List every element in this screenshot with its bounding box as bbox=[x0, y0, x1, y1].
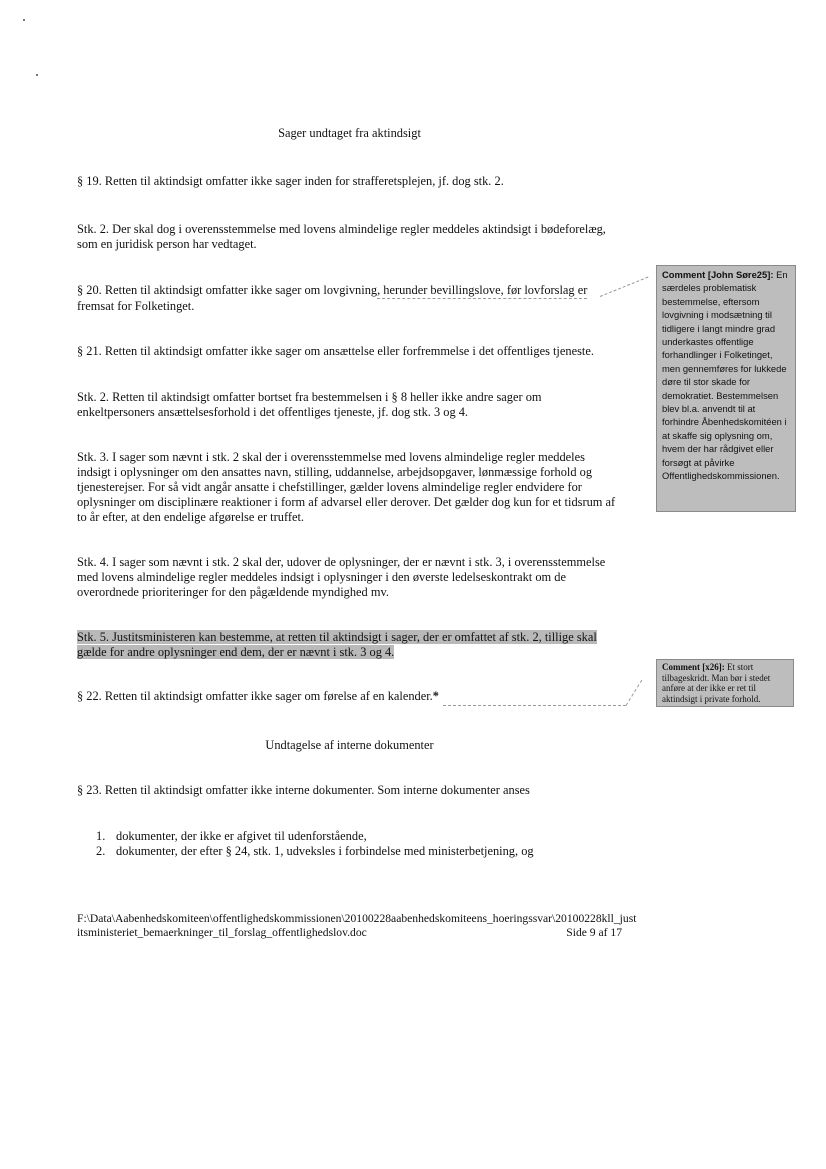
footer-line bbox=[77, 926, 622, 940]
text-line: som en juridisk person har vedtaget. bbox=[77, 237, 257, 251]
comment-leader-line bbox=[626, 680, 643, 706]
paragraph-23: § 23. Retten til aktindsigt omfatter ikke interne dokumenter. Som interne dokumenter anses bbox=[77, 783, 530, 797]
comment-label: Comment [John Søre25]: bbox=[662, 269, 774, 280]
text-line bbox=[77, 283, 622, 299]
paragraph-21: § 21. Retten til aktindsigt omfatter ikke sager om ansættelse eller forfremmelse i det offentliges tjeneste. bbox=[77, 344, 594, 358]
list-number: 1. bbox=[96, 829, 106, 843]
list-text: dokumenter, der ikke er afgivet til udenforstående, bbox=[116, 829, 367, 843]
comment-label: Comment [x26]: bbox=[662, 662, 725, 672]
list-text: dokumenter, der efter § 24, stk. 1, udveksles i forbindelse med ministerbetjening, og bbox=[116, 844, 534, 858]
footer-path: itsministeriet_bemaerkninger_til_forslag_offentlighedslov.doc bbox=[77, 926, 367, 939]
text-line: indsigt i oplysninger om den ansattes navn, stilling, uddannelse, arbejdsopgaver, lønmæssige forhold og bbox=[77, 465, 593, 479]
highlighted-text: Stk. 5. Justitsministeren kan bestemme, at retten til aktindsigt i sager, der er omfattet af stk. 2, tillige skal bbox=[77, 630, 597, 644]
paragraph-21-stk4 bbox=[77, 555, 622, 600]
paragraph-19: § 19. Retten til aktindsigt omfatter ikke sager inden for strafferetsplejen, jf. dog stk. 2. bbox=[77, 174, 504, 188]
text-line: Stk. 2. Der skal dog i overensstemmelse med lovens almindelige regler meddeles aktindsigt i bødeforelæg, bbox=[77, 222, 606, 236]
text-line: Stk. 3. I sager som nævnt i stk. 2 skal der i overensstemmelse med lovens almindelige regler meddeles bbox=[77, 450, 585, 464]
commented-text[interactable]: , herunder bevillingslove, før lovforslag er bbox=[377, 283, 588, 297]
text-segment: § 20. Retten til aktindsigt omfatter ikke sager om lovgivning bbox=[77, 283, 378, 297]
text-segment: § 22. Retten til aktindsigt omfatter ikke sager om førelse af en kalender. bbox=[77, 689, 433, 703]
paragraph-22 bbox=[77, 689, 622, 704]
list-number: 2. bbox=[96, 844, 106, 858]
comment-text: En særdeles problematisk bestemmelse, eftersom lovgivning i modsætning til tidligere i langt mindre grad underkastes offentlige forhandlinger i Folketinget, men gennemføres for lukkede døre til stor skade for demokratiet. Bestemmelsen blev bl.a. anvendt til at forhindre Åbenhedskomitéen i at skaffe sig oplysning om, hvem der har rådgivet eller forsøgt at påvirke Offentlighedskommissionen. bbox=[662, 269, 788, 482]
text-line: to år efter, at den endelige afgørelse er truffet. bbox=[77, 510, 305, 524]
paragraph-20 bbox=[77, 283, 622, 314]
paragraph-21-stk2 bbox=[77, 390, 622, 420]
scan-speck bbox=[36, 74, 38, 76]
scan-speck bbox=[23, 19, 25, 21]
page-number: Side 9 af 17 bbox=[566, 926, 622, 939]
section-title: Sager undtaget fra aktindsigt bbox=[278, 126, 421, 140]
comment-marker[interactable]: * bbox=[432, 689, 439, 703]
paragraph-21-stk3 bbox=[77, 450, 622, 525]
paragraph-21-stk5-highlighted[interactable] bbox=[77, 630, 622, 660]
comment-text: Et stort tilbageskridt. Man bør i stedet anføre at der ikke er ret til aktindsigt i private forhold. bbox=[662, 662, 771, 704]
text-line: Stk. 4. I sager som nævnt i stk. 2 skal der, udover de oplysninger, der er nævnt i stk. 3, i overensstemmelse bbox=[77, 555, 606, 569]
page-footer bbox=[77, 912, 637, 940]
comment-balloon[interactable] bbox=[656, 659, 794, 707]
text-line bbox=[77, 645, 622, 660]
text-line: med lovens almindelige regler meddeles indsigt i oplysninger i den øverste ledelseskontrakt om de bbox=[77, 570, 566, 584]
text-line: oplysninger om disciplinære reaktioner i form af advarsel eller derover. Det gælder dog kun for et tidsrum af bbox=[77, 495, 616, 509]
text-line: enkeltpersoners ansættelsesforhold i det offentliges tjeneste, jf. dog stk. 3 og 4. bbox=[77, 405, 469, 419]
text-line: Stk. 2. Retten til aktindsigt omfatter bortset fra bestemmelsen i § 8 heller ikke andre sager om bbox=[77, 390, 542, 404]
comment-balloon[interactable] bbox=[656, 265, 796, 512]
text-line: tjenesterejser. For så vidt angår ansatte i chefstillinger, gælder lovens almindelige regler endvidere for bbox=[77, 480, 582, 494]
document-list bbox=[96, 829, 616, 859]
text-line: fremsat for Folketinget. bbox=[77, 299, 195, 313]
highlighted-text: gælde for andre oplysninger end dem, der er nævnt i stk. 3 og 4. bbox=[77, 645, 395, 659]
list-item bbox=[96, 844, 616, 859]
footer-path: F:\Data\Aabenhedskomiteen\offentlighedskommissionen\20100228aabenhedskomiteens_hoeringssvar\20100228kll_just bbox=[77, 912, 637, 925]
text-line: overordnede prioriteringer for den pågældende myndighed mv. bbox=[77, 585, 389, 599]
list-item bbox=[96, 829, 616, 844]
paragraph-19-stk2 bbox=[77, 222, 622, 252]
comment-leader-line bbox=[443, 705, 626, 706]
section-subtitle: Undtagelse af interne dokumenter bbox=[265, 738, 434, 752]
text-line bbox=[77, 630, 622, 645]
